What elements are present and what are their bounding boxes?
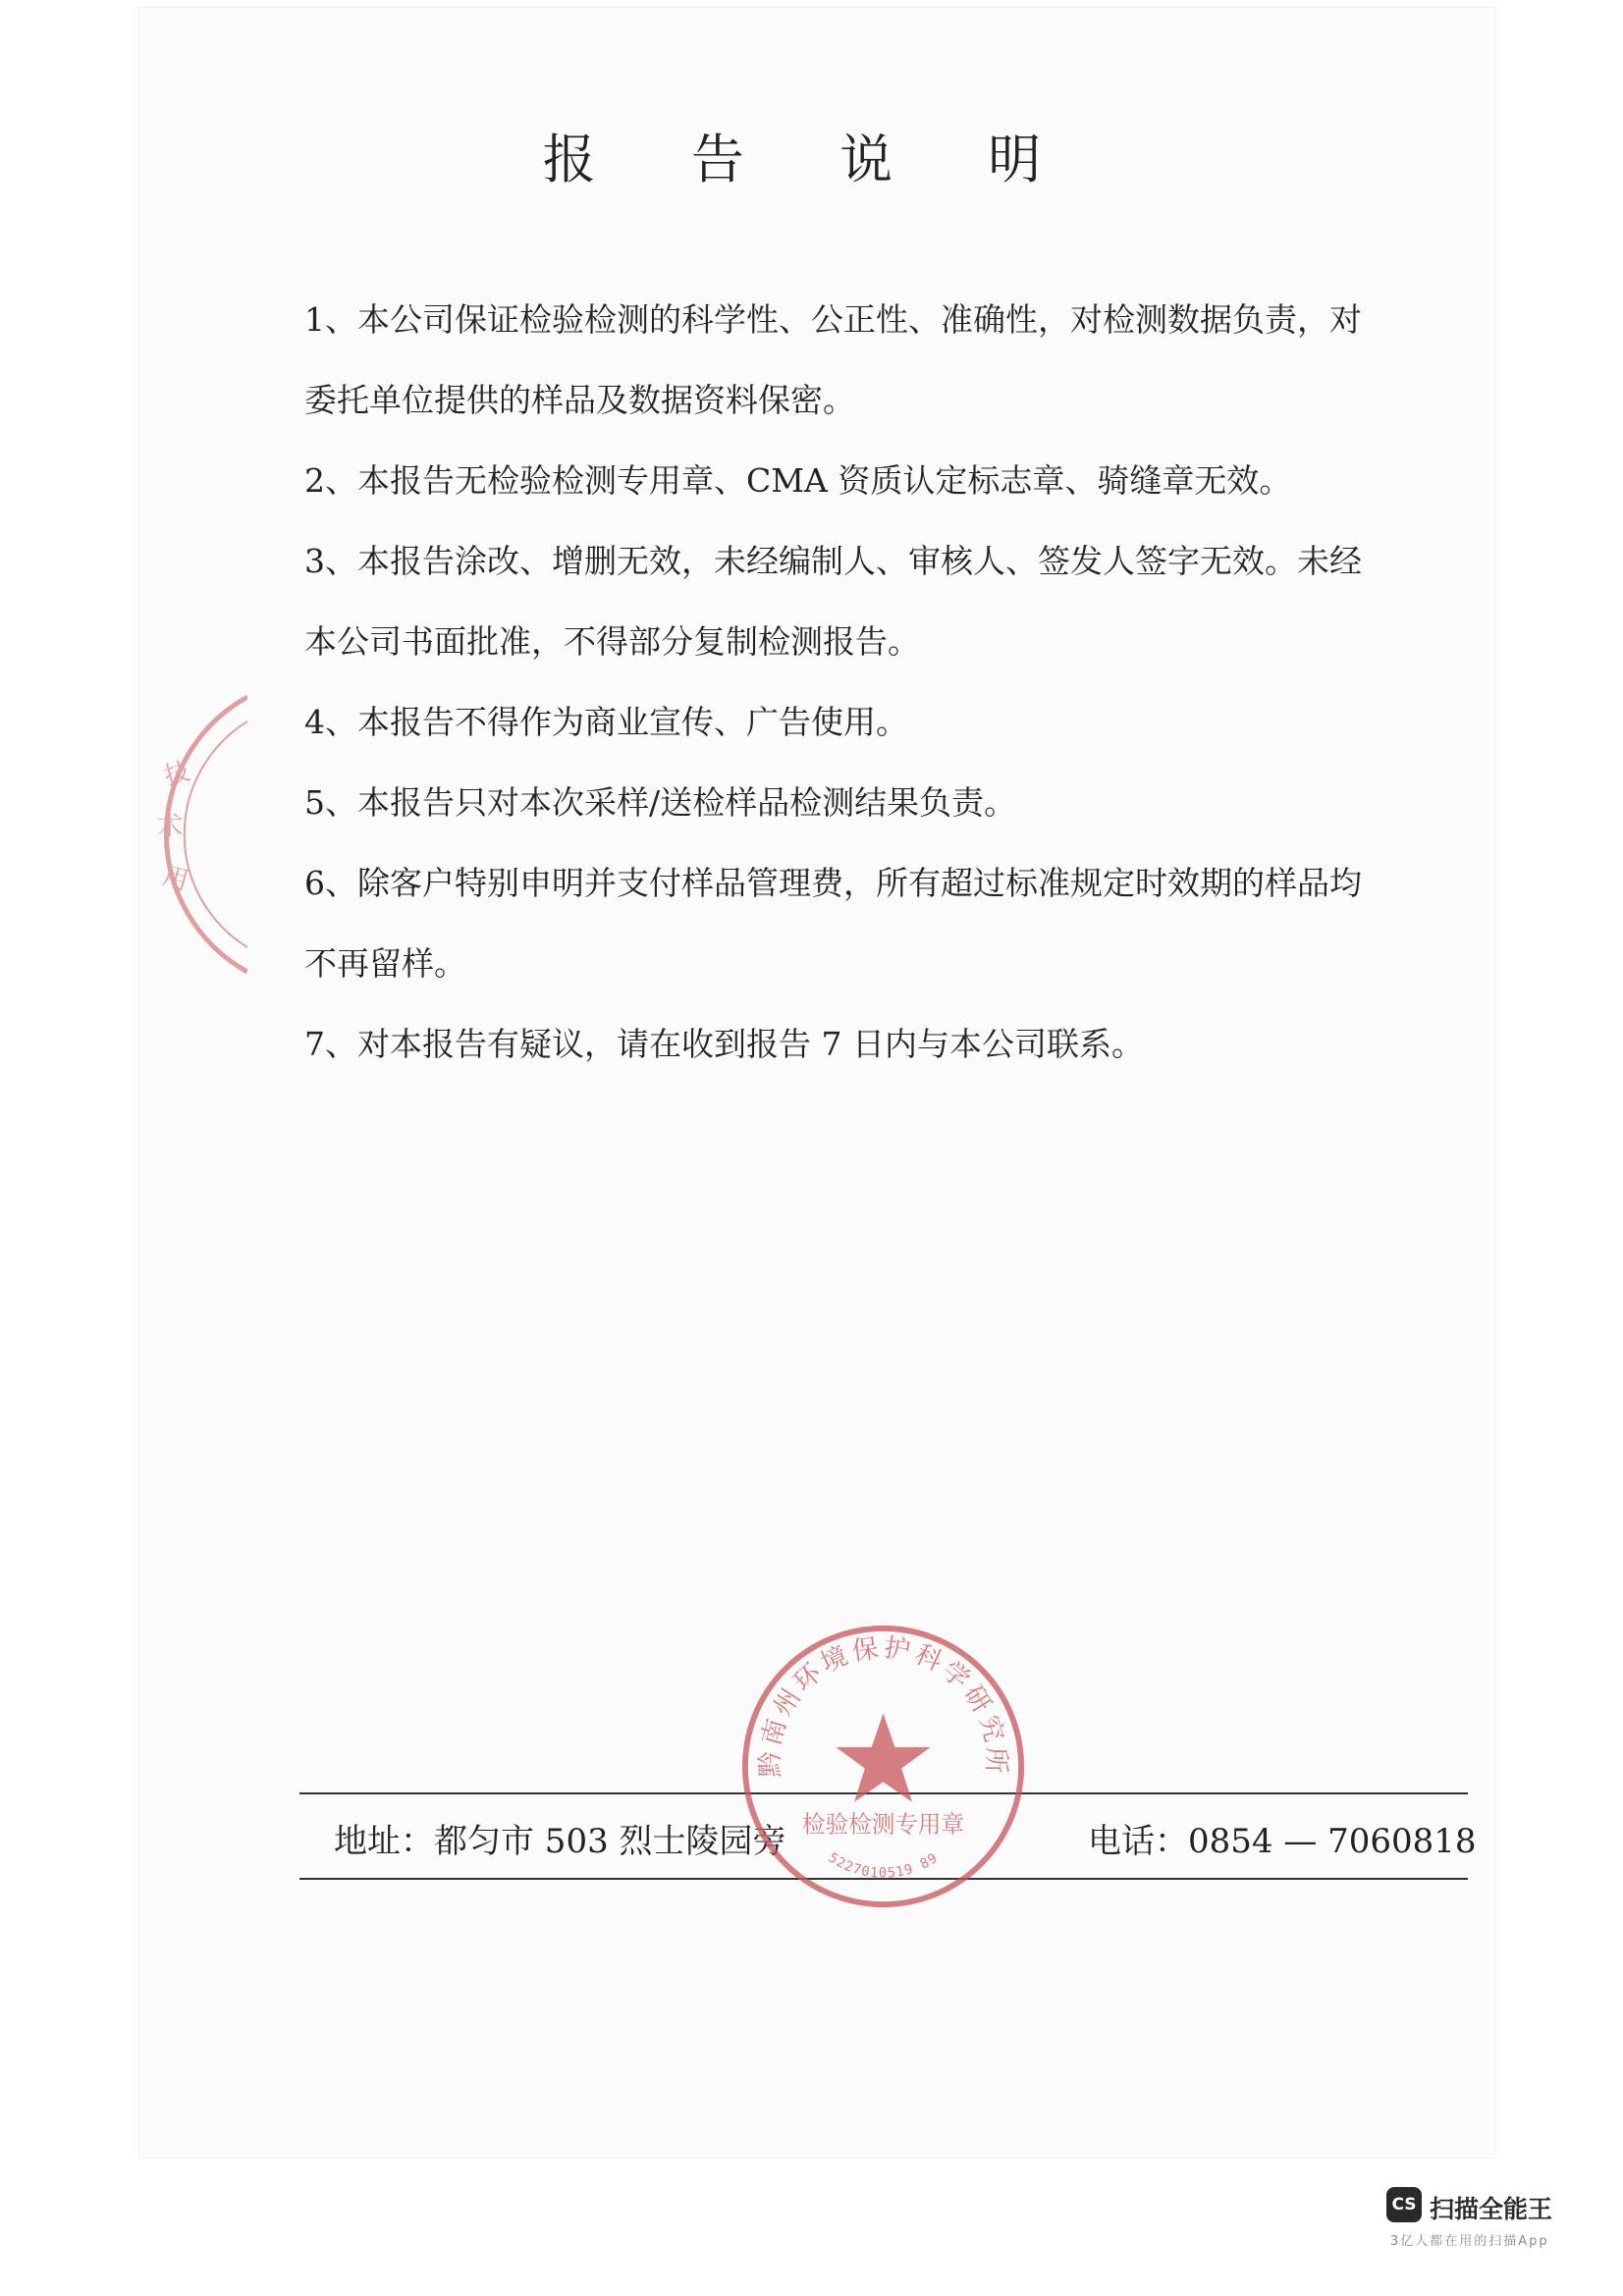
footer-address: 地址：都匀市 503 烈士陵园旁 bbox=[334, 1822, 786, 1861]
statement-line: 4、本报告不得作为商业宣传、广告使用。 bbox=[304, 703, 908, 741]
statement-line: 不再留样。 bbox=[304, 944, 466, 983]
footer-phone: 电话：0854 — 7060818 bbox=[1088, 1822, 1477, 1861]
stamp-inner-text: 检验检测专用章 bbox=[801, 1810, 965, 1839]
statement-line: 委托单位提供的样品及数据资料保密。 bbox=[304, 381, 855, 419]
statement-line: 本公司书面批准，不得部分复制检测报告。 bbox=[304, 622, 920, 661]
brand-tagline: 3亿人都在用的扫描App bbox=[1390, 2234, 1549, 2249]
camscanner-logo-icon: CS bbox=[1386, 2187, 1422, 2222]
statement-line: 6、除客户特别申明并支付样品管理费，所有超过标准规定时效期的样品均 bbox=[304, 864, 1362, 902]
stamp-code: 5227010519 89 bbox=[825, 1849, 942, 1882]
svg-text:5227010519 89 bbox=[826, 1850, 942, 1882]
document-title: 报 告 说 明 bbox=[542, 129, 1081, 190]
statement-line: 1、本公司保证检验检测的科学性、公正性、准确性，对检测数据负责，对 bbox=[304, 300, 1362, 339]
statement-line: 3、本报告涂改、增删无效，未经编制人、审核人、签发人签字无效。未经 bbox=[304, 542, 1362, 580]
statement-list bbox=[304, 280, 1443, 1085]
statement-line: 7、对本报告有疑议，请在收到报告 7 日内与本公司联系。 bbox=[304, 1025, 1144, 1063]
statement-line: 2、本报告无检验检测专用章、CMA 资质认定标志章、骑缝章无效。 bbox=[304, 461, 1292, 500]
official-seal-stamp bbox=[738, 1622, 1028, 1911]
svg-text:术: 术 bbox=[157, 812, 184, 841]
statement-line: 5、本报告只对本次采样/送检样品检测结果负责。 bbox=[304, 783, 1017, 822]
svg-text:技: 技 bbox=[161, 757, 193, 792]
edge-seal-stamp bbox=[139, 677, 247, 991]
brand-name: 扫描全能王 bbox=[1430, 2195, 1553, 2223]
svg-text:用: 用 bbox=[159, 861, 192, 897]
scanner-app-watermark bbox=[1386, 2187, 1573, 2256]
stamp-ring-text: 黔南州环境保护科学研究所 bbox=[755, 1632, 1011, 1778]
